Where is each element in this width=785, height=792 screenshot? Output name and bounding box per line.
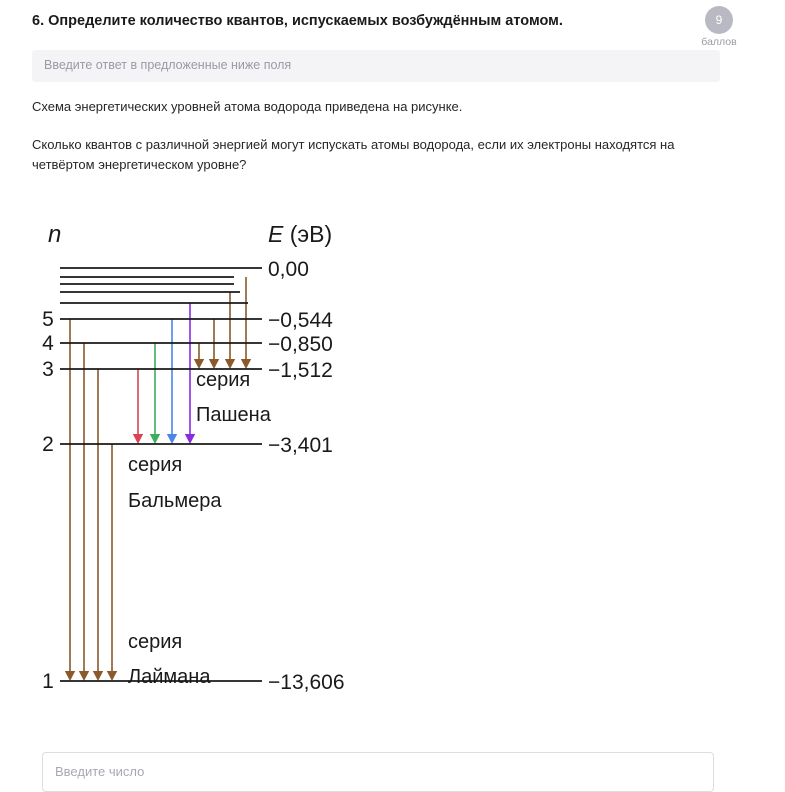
- series-label-0-line2: Пашена: [196, 404, 271, 426]
- level-number-5: 5: [42, 308, 54, 331]
- series-label-1-line1: серия: [128, 454, 183, 476]
- level-energy-4: −0,850: [268, 333, 333, 356]
- transition-arrow-7: [185, 434, 195, 444]
- points-label: баллов: [701, 36, 737, 48]
- axis-label-energy: [268, 221, 332, 247]
- level-energy-ionization: 0,00: [268, 258, 309, 281]
- transition-arrow-11: [241, 359, 251, 369]
- series-label-0-line1: серия: [196, 369, 251, 391]
- level-energy-3: −1,512: [268, 359, 333, 382]
- series-label-2-line2: Лаймана: [128, 666, 211, 688]
- transition-arrow-5: [150, 434, 160, 444]
- level-number-1: 1: [42, 670, 54, 693]
- level-number-2: 2: [42, 433, 54, 456]
- points-badge: 9: [705, 6, 733, 34]
- body-paragraph-1: Схема энергетических уровней атома водорода приведена на рисунке.: [32, 99, 463, 114]
- energy-level-diagram: [0, 196, 785, 716]
- series-label-2-line1: серия: [128, 631, 183, 653]
- body-paragraph-2: Сколько квантов с различной энергией могут испускать атомы водорода, если их электроны находятся на четвёртом энергетическом уровне?: [32, 137, 675, 173]
- level-energy-2: −3,401: [268, 434, 333, 457]
- answer-input-box[interactable]: [42, 752, 714, 792]
- energy-level-svg: [0, 196, 785, 716]
- transition-arrow-1: [79, 671, 89, 681]
- axis-label-energy-text: E (эВ): [268, 221, 333, 247]
- level-number-4: 4: [42, 332, 54, 355]
- hint-bar: [32, 50, 720, 82]
- transition-arrow-3: [107, 671, 117, 681]
- transition-arrow-9: [209, 359, 219, 369]
- transition-arrow-10: [225, 359, 235, 369]
- level-energy-1: −13,606: [268, 671, 345, 694]
- page-title: 6. Определите количество квантов, испускаемых возбуждённым атомом.: [32, 13, 563, 29]
- transition-arrow-8: [194, 359, 204, 369]
- transition-arrow-2: [93, 671, 103, 681]
- transition-arrow-0: [65, 671, 75, 681]
- transition-arrow-4: [133, 434, 143, 444]
- section-divider: [0, 736, 785, 737]
- axis-label-n: n: [48, 221, 62, 248]
- level-energy-5: −0,544: [268, 309, 333, 332]
- level-number-3: 3: [42, 358, 54, 381]
- series-label-1-line2: Бальмера: [128, 490, 222, 512]
- hint-text: Введите ответ в предложенные ниже поля: [44, 58, 292, 72]
- answer-input-placeholder: Введите число: [55, 764, 145, 779]
- transition-arrow-6: [167, 434, 177, 444]
